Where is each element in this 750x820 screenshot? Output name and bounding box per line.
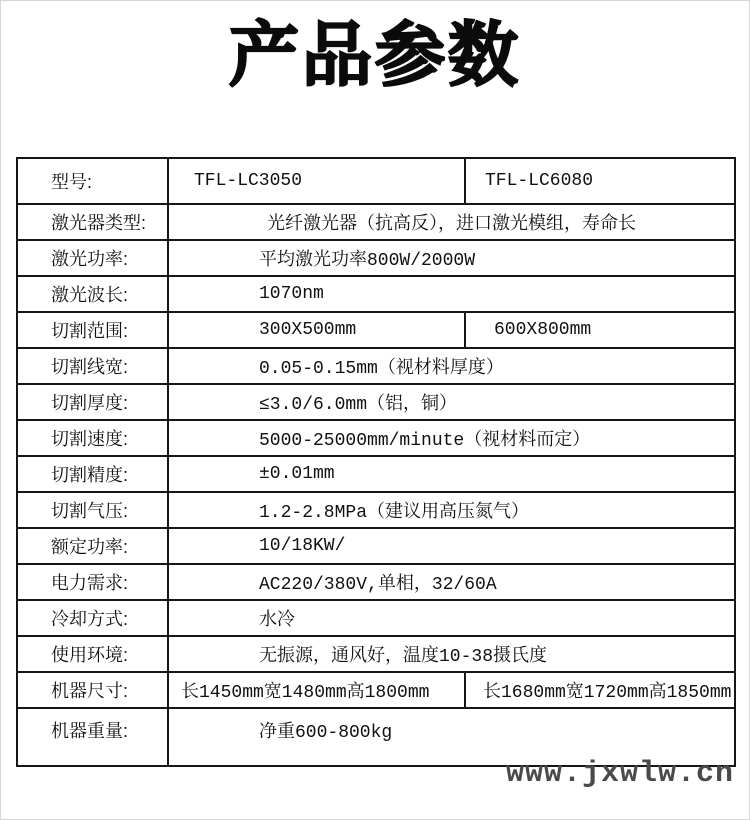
row-label: 电力需求: — [18, 565, 169, 599]
spec-row-wavelength — [18, 277, 734, 313]
row-value-cutting-precision: ±0.01mm — [259, 464, 335, 484]
row-label: 激光波长: — [18, 277, 169, 311]
row-label: 激光功率: — [18, 241, 169, 275]
watermark-url: www.jxwlw.cn — [505, 757, 734, 791]
row-value-laser-power: 平均激光功率800W/2000W — [259, 251, 476, 271]
row-value-model-a: TFL-LC3050 — [169, 159, 466, 203]
row-label: 切割气压: — [18, 493, 169, 527]
row-value-cutting-thickness: ≤3.0/6.0mm（铝，铜） — [259, 395, 458, 415]
row-value-kerf-width: 0.05-0.15mm（视材料厚度） — [259, 359, 504, 379]
row-label: 切割线宽: — [18, 349, 169, 383]
spec-row-cutting-thickness — [18, 385, 734, 421]
row-label: 使用环境: — [18, 637, 169, 671]
row-label: 机器尺寸: — [18, 673, 169, 707]
row-value-laser-type: 光纤激光器（抗高反），进口激光模组，寿命长 — [267, 215, 636, 235]
row-value-operating-environment: 无振源，通风好，温度10-38摄氏度 — [259, 647, 548, 667]
row-value-model-b: TFL-LC6080 — [485, 171, 594, 191]
spec-row-laser-power — [18, 241, 734, 277]
row-value-rated-power: 10/18KW/ — [259, 536, 346, 556]
page-title: 产品参数 — [229, 16, 521, 94]
row-label: 额定功率: — [18, 529, 169, 563]
spec-row-cutting-speed — [18, 421, 734, 457]
row-value-machine-size-a: 长1450mm宽1480mm高1800mm — [169, 673, 466, 707]
row-value-machine-size-b: 长1680mm宽1720mm高1850mm — [483, 683, 732, 703]
row-value-power-requirement: AC220/380V,单相，32/60A — [259, 575, 497, 595]
row-label: 切割精度: — [18, 457, 169, 491]
row-value-wavelength: 1070nm — [259, 284, 324, 304]
spec-row-cutting-range — [18, 313, 734, 349]
row-label: 激光器类型: — [18, 205, 169, 239]
spec-row-laser-type — [18, 205, 734, 241]
spec-row-cooling-method — [18, 601, 734, 637]
spec-row-kerf-width — [18, 349, 734, 385]
row-value-cutting-speed: 5000-25000mm/minute（视材料而定） — [259, 431, 591, 451]
spec-row-operating-environment — [18, 637, 734, 673]
row-label: 切割速度: — [18, 421, 169, 455]
spec-row-cutting-precision — [18, 457, 734, 493]
row-value-cutting-range-a: 300X500mm — [169, 313, 466, 347]
row-label: 切割厚度: — [18, 385, 169, 419]
spec-row-machine-size — [18, 673, 734, 709]
spec-row-rated-power — [18, 529, 734, 565]
row-label: 机器重量: — [18, 709, 169, 765]
spec-row-model — [18, 159, 734, 205]
spec-row-air-pressure — [18, 493, 734, 529]
spec-row-power-requirement — [18, 565, 734, 601]
row-value-cutting-range-b: 600X800mm — [494, 320, 592, 340]
row-label: 冷却方式: — [18, 601, 169, 635]
row-value-air-pressure: 1.2-2.8MPa（建议用高压氮气） — [259, 503, 530, 523]
row-value-machine-weight: 净重600-800kg — [259, 723, 393, 743]
row-label: 切割范围: — [18, 313, 169, 347]
spec-table — [16, 157, 736, 767]
row-label: 型号: — [18, 159, 169, 203]
row-value-cooling-method: 水冷 — [259, 611, 295, 631]
